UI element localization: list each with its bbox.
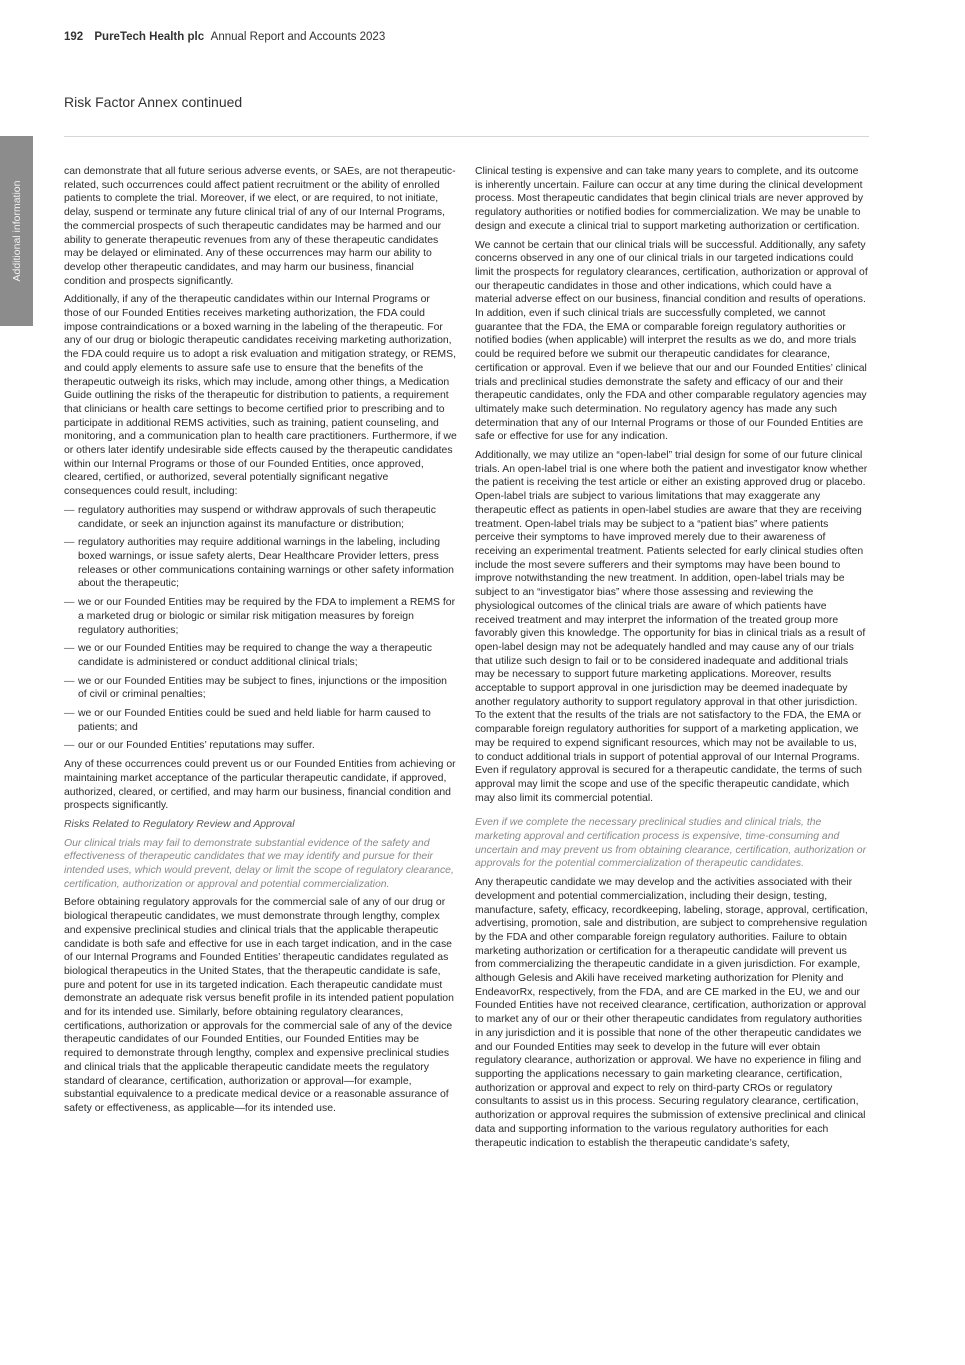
section-title: Risk Factor Annex continued bbox=[64, 94, 243, 110]
paragraph: can demonstrate that all future serious adverse events, or SAEs, are not therapeutic-related, such occurrences could affect patient recruitment or the ability of enrolled patients to complete the trial. Moreover, if we elect, or are required, to not initiate, delay, suspend or terminate any future clinical trial of any of our Internal Programs, the commercial prospects of such therapeutic candidates may be harmed and our ability to generate therapeutic revenues from any of these therapeutic candidates may be delayed or eliminated. Any of these occurrences may harm our ability to develop other therapeutic candidates, and may harm our business, financial condition and prospects significantly. bbox=[64, 166, 456, 287]
subheading: Risks Related to Regulatory Review and Approval bbox=[64, 818, 295, 830]
list-item: — our or our Founded Entities’ reputations may suffer. bbox=[64, 739, 457, 753]
company-name: PureTech Health plc bbox=[94, 31, 205, 43]
consequences-list bbox=[64, 504, 457, 753]
risk-summary: Our clinical trials may fail to demonstrate substantial evidence of the safety and effectiveness of therapeutic candidates that we may identify and pursue for their intended uses, which would prevent, delay or limit the scope of regulatory clearance, certification, authorization or approval and potential commercialization. bbox=[64, 837, 454, 890]
list-item: — we or our Founded Entities could be sued and held liable for harm caused to patients; and bbox=[64, 707, 457, 734]
list-item: — we or our Founded Entities may be subject to fines, injunctions or the imposition of civil or criminal penalties; bbox=[64, 675, 457, 702]
risk-summary: Even if we complete the necessary preclinical studies and clinical trials, the marketing approval and certification process is expensive, time-consuming and uncertain and may prevent us from obtaining clearance, certification, authorization or approvals for the potential commercialization of therapeutic candidates. bbox=[475, 817, 867, 870]
paragraph: Any therapeutic candidate we may develop and the activities associated with their development and potential commercialization, including their design, testing, manufacture, safety, efficacy, recordkeeping, labeling, storage, approval, certification, advertising, promotion, sale and distribution, are subject to comprehensive regulation by the FDA and other comparable foreign regulatory authorities. Failure to obtain marketing authorization or certification for a therapeutic candidate will prevent us from commercializing the therapeutic candidate in a given jurisdiction. For example, although Gelesis and Akili have received marketing authorization for Plenity and EndeavorRx, respectively, from the FDA, and are CE marked in the EU, we and our Founded Entities have not received clearance, certification, authorization or approval to market any of our or their other therapeutic candidates from regulatory authorities in any jurisdiction and it is possible that none of the other therapeutic candidates we and our Founded Entities may seek to develop in the future will ever obtain regulatory clearance, authorization or approval. We have no experience in filing and supporting the applications necessary to gain marketing clearance, certification, authorization or approval and expect to rely on third-party CROs or regulatory consultants to assist us in this process. Securing regulatory clearance, certification, authorization or approval requires the submission of extensive preclinical and clinical data and supporting information to the various regulatory authorities for each therapeutic indication to establish the therapeutic candidate’s safety, bbox=[475, 877, 868, 1149]
right-column bbox=[475, 165, 868, 1155]
side-tab[interactable] bbox=[0, 136, 33, 326]
list-item: — regulatory authorities may require additional warnings in the labeling, including boxed warnings, or issue safety alerts, Dear Healthcare Provider letters, press releases or other communications containing warnings or other safety information about the therapeutic; bbox=[64, 536, 457, 591]
report-title: Annual Report and Accounts 2023 bbox=[210, 31, 386, 43]
paragraph: Additionally, we may utilize an “open-label” trial design for some of our future clinical trials. An open-label trial is one where both the patient and investigator know whether the patient is receiving the test article or either an existing approved drug or placebo. Open-label trials are subject to various limitations that may exaggerate any therapeutic effect as patients in open-label studies are aware that they are receiving treatment. Open-label trials may be subject to a “patient bias” where patients perceive their symptoms to have improved merely due to their awareness of receiving an experimental treatment. Patients selected for early clinical studies often include the most severe sufferers and their symptoms may have been bound to improve notwithstanding the new treatment. In addition, open-label trials may be subject to an “investigator bias” where those assessing and reviewing the physiological outcomes of the clinical trials are aware of which patients have received treatment and may interpret the information of the treated group more favorably given this knowledge. The opportunity for bias in clinical trials as a result of open-label design may not be adequately handled and may cause any of our trials that utilize such design to fail or to be considered inadequate and additional trials may be necessary to support future marketing applications. Moreover, results acceptable to support approval in one jurisdiction may be deemed inadequate by another regulatory authority to support regulatory approval in that other jurisdiction. To the extent that the results of the trials are not satisfactory to the FDA, the EMA or comparable foreign regulatory authorities for support of a marketing application, we may be required to expend significant resources, which may not be available to us, to conduct additional trials in support of potential approval of our Internal Programs. Even if regulatory approval is secured for a therapeutic candidate, the terms of such approval may limit the scope and use of the specific therapeutic candidate, which may also limit its commercial potential. bbox=[475, 450, 868, 804]
paragraph: We cannot be certain that our clinical trials will be successful. Additionally, any safety concerns observed in any one of our clinical trials in our targeted indications could limit the prospects for regulatory clearances, certification, authorization or approval of our therapeutic candidates in those and other indications, which could have a material adverse effect on our business, financial condition and results of operations. In addition, even if such clinical trials are successfully completed, we cannot guarantee that the FDA, the EMA or comparable foreign regulatory authorities or notified bodies (when applicable) will interpret the results as we do, and more trials could be required before we submit our therapeutic candidates for clearance, certification or approval. Even if we believe that our and our Founded Entities’ clinical trials and preclinical studies demonstrate the safety and efficacy of our and their therapeutic candidates, only the FDA and other comparable regulatory agencies may ultimately make such determination. No regulatory agency has made any such determination that any of our Internal Programs or those of our Founded Entities are safe or effective for use for any indication. bbox=[475, 239, 868, 443]
paragraph: Additionally, if any of the therapeutic candidates within our Internal Programs or those of our Founded Entities receives marketing authorization, the FDA could impose contraindications or a boxed warning in the labeling of the therapeutic. For any of our drug or biologic therapeutic candidates receiving marketing authorization, the FDA could require us to adopt a risk evaluation and mitigation strategy, or REMS, and could apply elements to assure safe use to ensure that the benefits of the therapeutic outweigh its risks, which may include, among other things, a Medication Guide outlining the risks of the therapeutic for distribution to patients, a requirement that clinicians or health care settings to become certified prior to prescribing and to participate in additional REMS activities, such as training, patient counseling, and monitoring, and a communication plan to health care practitioners. Furthermore, if we or others later identify undesirable side effects caused by the therapeutic candidates within our Internal Programs or those of our Founded Entities, once approved, cleared, certified, or authorized, several potentially significant negative consequences could result, including: bbox=[64, 294, 457, 498]
paragraph: Any of these occurrences could prevent us or our Founded Entities from achieving or maintaining market acceptance of the particular therapeutic candidate, if approved, authorized, cleared, or certified, and may harm our business, financial condition and prospects significantly. bbox=[64, 759, 456, 812]
side-tab-label: Additional information bbox=[10, 180, 23, 282]
page-header bbox=[64, 31, 385, 43]
list-item: — we or our Founded Entities may be required to change the way a therapeutic candidate is administered or conduct additional clinical trials; bbox=[64, 642, 457, 669]
page-number: 192 bbox=[64, 31, 84, 43]
left-column bbox=[64, 165, 457, 1121]
list-item: — regulatory authorities may suspend or withdraw approvals of such therapeutic candidate, or seek an injunction against its manufacture or distribution; bbox=[64, 504, 457, 531]
paragraph: Before obtaining regulatory approvals for the commercial sale of any of our drug or biological therapeutic candidates, we must demonstrate through lengthy, complex and expensive preclinical studies and clinical trials that the applicable therapeutic candidate is both safe and effective for use in each target indication, and in the case of our Internal Programs and Founded Entities’ therapeutic candidates regulated as biological therapeutics in the United States, that the therapeutic candidate is safe, pure and potent for use in its targeted indication. Each therapeutic candidate must demonstrate an adequate risk versus benefit profile in its intended patient population and for its intended use. Similarly, before obtaining regulatory clearances, certifications, authorization or approvals for the commercial sale of any of the device therapeutic candidates of our Founded Entities, our Founded Entities may be required to demonstrate through lengthy, complex and expensive preclinical studies and clinical trials that the applicable therapeutic candidate meets the regulatory standard of clearance, certification, authorization or approval—for example, substantial equivalence to a predicate medical device or a reasonable assurance of safety or effectiveness, as applicable—for its intended use. bbox=[64, 897, 454, 1114]
list-item: — we or our Founded Entities may be required by the FDA to implement a REMS for a marketed drug or biologic or similar risk mitigation measures by foreign regulatory authorities; bbox=[64, 596, 457, 637]
paragraph: Clinical testing is expensive and can take many years to complete, and its outcome is inherently uncertain. Failure can occur at any time during the clinical development process. Most therapeutic candidates that begin clinical trials are never approved by regulatory authorities or notified bodies for commercialization. We may be unable to design and execute a clinical trial to support marketing authorization or certification. bbox=[475, 166, 864, 232]
header-divider bbox=[64, 136, 869, 137]
